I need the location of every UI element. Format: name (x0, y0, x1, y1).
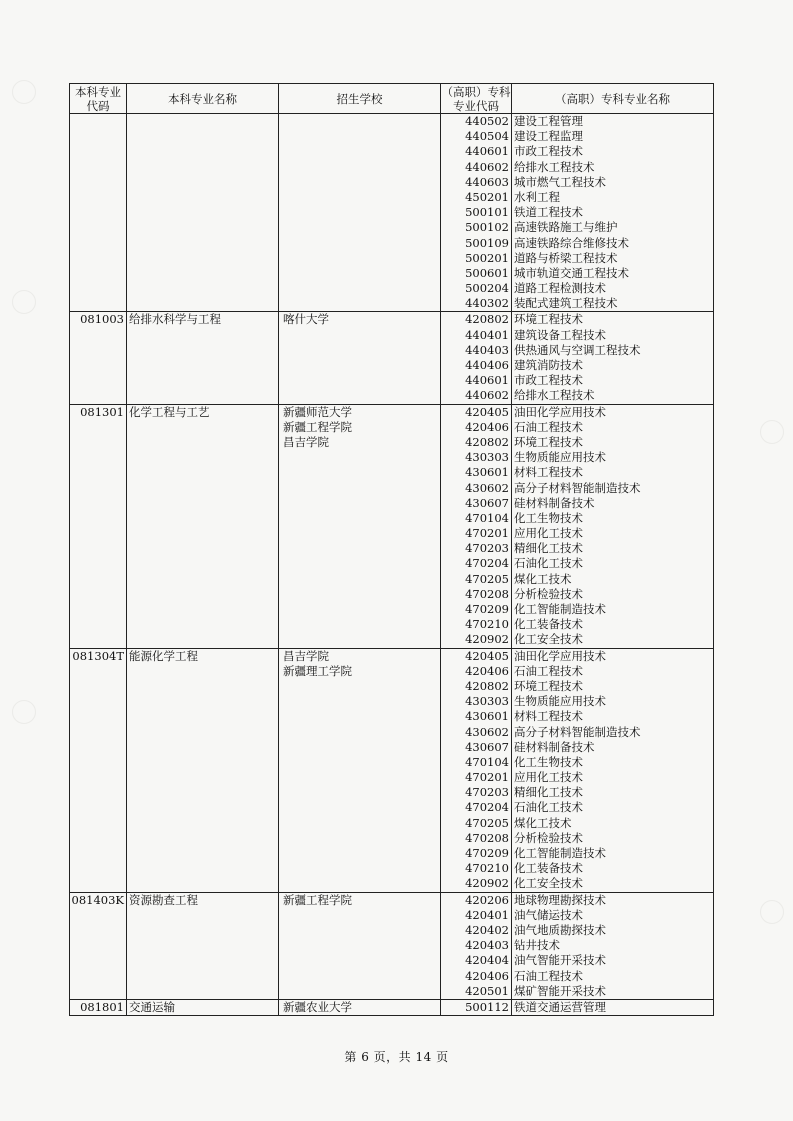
vocational-major-name: 环境工程技术 (514, 678, 583, 693)
vocational-major-name: 应用化工技术 (514, 526, 583, 541)
vocational-major-name: 市政工程技术 (514, 373, 583, 388)
vocational-code-list (441, 648, 512, 892)
vocational-major-name: 化工生物技术 (514, 754, 583, 769)
vocational-major-name: 精细化工技术 (514, 785, 583, 800)
vocational-code-list (441, 404, 512, 648)
vocational-major-code: 470209 (465, 602, 509, 616)
header-school: 招生学校 (279, 84, 441, 114)
vocational-major-name: 油气智能开采技术 (514, 953, 606, 968)
vocational-major-code: 500112 (465, 999, 509, 1014)
vocational-major-code: 420802 (465, 678, 509, 693)
vocational-major-name: 分析检验技术 (514, 586, 583, 601)
vocational-major-name: 石油工程技术 (514, 419, 583, 434)
vocational-major-name: 煤化工技术 (514, 815, 572, 830)
watermark-stamp (12, 700, 36, 724)
table-row (70, 648, 714, 892)
vocational-major-name: 道路与桥梁工程技术 (514, 250, 618, 265)
vocational-major-name: 硅材料制备技术 (514, 739, 595, 754)
school-name: 新疆工程学院 (283, 419, 352, 434)
header-vocational-code: （高职）专科专业代码 (441, 84, 511, 113)
undergrad-major-code: 081304T (70, 648, 127, 892)
vocational-major-name: 油田化学应用技术 (514, 648, 606, 663)
vocational-major-code: 470203 (465, 541, 509, 556)
vocational-major-name: 给排水工程技术 (514, 388, 595, 403)
watermark-stamp (12, 80, 36, 104)
vocational-major-name: 石油化工技术 (514, 800, 583, 815)
vocational-major-code: 500109 (465, 235, 509, 250)
vocational-major-name: 生物质能应用技术 (514, 450, 606, 465)
vocational-major-name: 应用化工技术 (514, 770, 583, 785)
vocational-major-name: 油气地质勘探技术 (514, 922, 606, 937)
vocational-major-code: 470210 (465, 861, 509, 876)
header-undergrad-name: 本科专业名称 (127, 84, 279, 114)
undergrad-major-code (70, 114, 127, 312)
vocational-name-list (512, 999, 714, 1015)
vocational-code-list (441, 892, 512, 999)
vocational-major-name: 道路工程检测技术 (514, 281, 606, 296)
school-list (279, 892, 441, 999)
vocational-major-name: 环境工程技术 (514, 312, 583, 327)
vocational-major-name: 给排水工程技术 (514, 159, 595, 174)
school-list (279, 648, 441, 892)
school-name: 新疆工程学院 (283, 892, 352, 907)
table-header-row (70, 84, 714, 114)
vocational-name-list (512, 404, 714, 648)
vocational-major-name: 供热通风与空调工程技术 (514, 342, 641, 357)
vocational-major-code: 500601 (465, 265, 509, 280)
vocational-code-list (441, 312, 512, 404)
school-list (279, 114, 441, 312)
vocational-major-name: 煤化工技术 (514, 571, 572, 586)
vocational-major-name: 硅材料制备技术 (514, 495, 595, 510)
vocational-major-code: 420406 (465, 419, 509, 434)
vocational-major-name: 装配式建筑工程技术 (514, 296, 618, 311)
school-list (279, 404, 441, 648)
vocational-major-name: 建设工程管理 (514, 114, 583, 128)
vocational-major-name: 铁道工程技术 (514, 205, 583, 220)
vocational-major-code: 420902 (465, 632, 509, 647)
vocational-major-name: 高速铁路施工与维护 (514, 220, 618, 235)
vocational-major-code: 420206 (465, 892, 509, 907)
vocational-major-name: 化工安全技术 (514, 632, 583, 647)
vocational-major-name: 城市轨道交通工程技术 (514, 265, 629, 280)
vocational-major-code: 470203 (465, 785, 509, 800)
vocational-major-code: 440602 (465, 159, 509, 174)
vocational-major-code: 420501 (465, 983, 509, 998)
vocational-major-name: 材料工程技术 (514, 465, 583, 480)
vocational-major-code: 450201 (465, 189, 509, 204)
school-list (279, 999, 441, 1015)
vocational-major-code: 500204 (465, 281, 509, 296)
vocational-major-code: 420405 (465, 404, 509, 419)
vocational-major-name: 生物质能应用技术 (514, 694, 606, 709)
vocational-major-code: 420406 (465, 663, 509, 678)
vocational-major-code: 430303 (465, 450, 509, 465)
vocational-major-name: 建筑消防技术 (514, 358, 583, 372)
vocational-major-code: 430601 (465, 465, 509, 480)
vocational-major-code: 430303 (465, 694, 509, 709)
vocational-major-name: 分析检验技术 (514, 830, 583, 845)
table-row (70, 312, 714, 404)
vocational-major-name: 水利工程 (514, 189, 560, 204)
vocational-major-code: 440601 (465, 144, 509, 159)
vocational-name-list (512, 892, 714, 999)
vocational-major-name: 石油工程技术 (514, 968, 583, 983)
vocational-major-name: 铁道交通运营管理 (514, 999, 606, 1014)
vocational-major-code: 430601 (465, 709, 509, 724)
school-name: 新疆理工学院 (283, 663, 352, 678)
vocational-major-code: 420802 (465, 434, 509, 449)
vocational-major-code: 420802 (465, 312, 509, 327)
vocational-major-name: 煤矿智能开采技术 (514, 983, 606, 998)
table-row (70, 114, 714, 312)
header-undergrad-code: 本科专业代码 (70, 84, 127, 114)
page-footer: 第 6 页，共 14 页 (344, 1050, 449, 1064)
vocational-major-code: 470104 (465, 510, 509, 525)
vocational-major-code: 470201 (465, 770, 509, 785)
vocational-major-name: 高分子材料智能制造技术 (514, 724, 641, 739)
document-page (69, 83, 713, 1016)
vocational-major-name: 建筑设备工程技术 (514, 327, 606, 342)
vocational-major-code: 420406 (465, 968, 509, 983)
school-name: 新疆农业大学 (283, 999, 352, 1014)
vocational-code-list (441, 114, 512, 312)
vocational-major-code: 500102 (465, 220, 509, 235)
vocational-major-code: 420404 (465, 953, 509, 968)
vocational-major-code: 440602 (465, 388, 509, 403)
vocational-major-name: 高分子材料智能制造技术 (514, 480, 641, 495)
watermark-stamp (12, 290, 36, 314)
undergrad-major-name: 能源化学工程 (127, 648, 279, 892)
undergrad-major-code: 081003 (70, 312, 127, 404)
undergrad-major-name: 交通运输 (127, 999, 279, 1015)
vocational-major-name: 石油化工技术 (514, 556, 583, 571)
undergrad-major-code: 081301 (70, 404, 127, 648)
vocational-major-name: 市政工程技术 (514, 144, 583, 159)
undergrad-major-code: 081403K (70, 892, 127, 999)
vocational-major-code: 440302 (465, 296, 509, 311)
header-vocational-name: （高职）专科专业名称 (512, 84, 714, 114)
vocational-major-name: 化工智能制造技术 (514, 846, 606, 860)
vocational-major-code: 440601 (465, 373, 509, 388)
vocational-major-code: 420902 (465, 876, 509, 891)
vocational-major-code: 440603 (465, 174, 509, 189)
watermark-stamp (760, 420, 784, 444)
school-name: 昌吉学院 (283, 648, 329, 663)
vocational-major-code: 470209 (465, 846, 509, 860)
vocational-major-name: 地球物理勘探技术 (514, 892, 606, 907)
vocational-major-code: 440504 (465, 129, 509, 144)
vocational-major-code: 470205 (465, 815, 509, 830)
vocational-major-name: 化工装备技术 (514, 861, 583, 876)
vocational-major-code: 470208 (465, 830, 509, 845)
school-name: 新疆师范大学 (283, 404, 352, 419)
vocational-major-code: 440502 (465, 114, 509, 128)
vocational-major-name: 高速铁路综合维修技术 (514, 235, 629, 250)
undergrad-major-name: 资源勘查工程 (127, 892, 279, 999)
undergrad-major-name (127, 114, 279, 312)
vocational-major-code: 470205 (465, 571, 509, 586)
vocational-major-name: 化工生物技术 (514, 510, 583, 525)
vocational-major-code: 470104 (465, 754, 509, 769)
vocational-major-name: 环境工程技术 (514, 434, 583, 449)
vocational-name-list (512, 648, 714, 892)
vocational-major-name: 化工装备技术 (514, 617, 583, 632)
vocational-major-name: 精细化工技术 (514, 541, 583, 556)
vocational-major-name: 石油工程技术 (514, 663, 583, 678)
majors-table (69, 83, 714, 1016)
undergrad-major-name: 给排水科学与工程 (127, 312, 279, 404)
vocational-major-code: 430602 (465, 724, 509, 739)
undergrad-major-code: 081801 (70, 999, 127, 1015)
vocational-major-code: 440406 (465, 358, 509, 372)
vocational-major-code: 500201 (465, 250, 509, 265)
table-row (70, 892, 714, 999)
school-list (279, 312, 441, 404)
vocational-major-code: 430602 (465, 480, 509, 495)
vocational-major-name: 材料工程技术 (514, 709, 583, 724)
vocational-major-code: 470204 (465, 556, 509, 571)
vocational-major-code: 420402 (465, 922, 509, 937)
table-row (70, 404, 714, 648)
watermark-stamp (760, 900, 784, 924)
school-name: 喀什大学 (283, 312, 329, 327)
vocational-major-code: 500101 (465, 205, 509, 220)
vocational-name-list (512, 114, 714, 312)
vocational-major-code: 420403 (465, 938, 509, 953)
vocational-major-name: 城市燃气工程技术 (514, 174, 606, 189)
vocational-major-name: 油气储运技术 (514, 907, 583, 922)
vocational-name-list (512, 312, 714, 404)
vocational-major-name: 化工安全技术 (514, 876, 583, 891)
table-row (70, 999, 714, 1015)
vocational-major-code: 470204 (465, 800, 509, 815)
vocational-major-code: 470201 (465, 526, 509, 541)
vocational-major-name: 钻井技术 (514, 938, 560, 953)
vocational-major-code: 470210 (465, 617, 509, 632)
vocational-major-name: 油田化学应用技术 (514, 404, 606, 419)
vocational-code-list (441, 999, 512, 1015)
vocational-major-code: 470208 (465, 586, 509, 601)
vocational-major-code: 430607 (465, 495, 509, 510)
vocational-major-code: 440403 (465, 342, 509, 357)
vocational-major-name: 建设工程监理 (514, 129, 583, 144)
vocational-major-code: 420401 (465, 907, 509, 922)
vocational-major-name: 化工智能制造技术 (514, 602, 606, 616)
vocational-major-code: 440401 (465, 327, 509, 342)
vocational-major-code: 430607 (465, 739, 509, 754)
table-body (70, 114, 714, 1016)
vocational-major-code: 420405 (465, 648, 509, 663)
school-name: 昌吉学院 (283, 434, 329, 449)
undergrad-major-name: 化学工程与工艺 (127, 404, 279, 648)
